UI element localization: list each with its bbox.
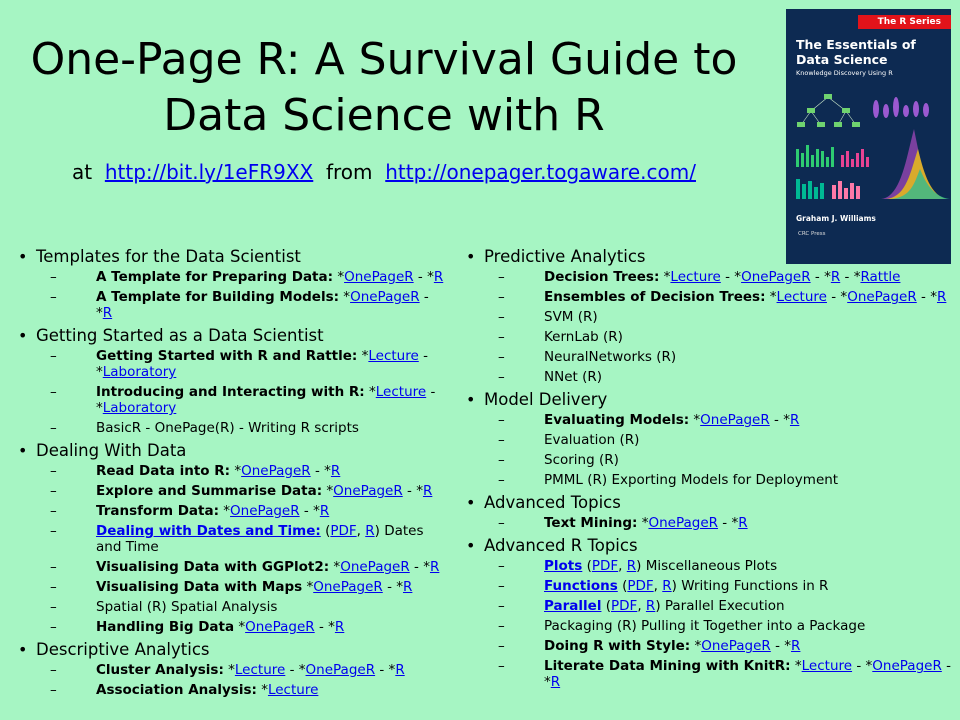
item-text: * <box>765 289 777 305</box>
site-url-link[interactable]: http://onepager.togaware.com/ <box>385 160 696 184</box>
item-text: - * <box>852 658 873 674</box>
item-text: - * <box>770 638 792 654</box>
item-text: * <box>230 463 242 479</box>
item-title: Doing R with Style: <box>544 638 691 654</box>
resource-link[interactable]: Rattle <box>860 269 901 285</box>
resource-link[interactable]: Laboratory <box>102 400 177 416</box>
resource-link[interactable]: PDF <box>330 523 357 539</box>
item-text: ) Dates and Time <box>96 523 424 555</box>
list-item <box>466 638 956 654</box>
item-text: * <box>223 662 235 678</box>
item-text: BasicR - OnePage(R) - Writing R scripts <box>96 420 359 436</box>
item-text: * <box>357 348 369 364</box>
list-item <box>466 598 956 614</box>
resource-link[interactable]: OnePageR <box>340 559 410 575</box>
item-text: * <box>219 503 231 519</box>
item-text: - * <box>720 269 742 285</box>
item-text: PMML (R) Exporting Models for Deployment <box>544 472 839 488</box>
list-item <box>18 289 448 321</box>
topic-link[interactable]: Plots <box>544 558 583 574</box>
item-text: - * <box>409 559 430 575</box>
list-item <box>466 658 956 690</box>
item-text: - * <box>382 579 403 595</box>
dash-bullet: – <box>498 349 505 365</box>
resource-link[interactable]: PDF <box>611 598 638 614</box>
resource-link[interactable]: OnePageR <box>245 619 315 635</box>
item-text: , <box>637 598 646 614</box>
item-title: Cluster Analysis: <box>96 662 224 678</box>
item-text: Packaging (R) Pulling it Together into a Package <box>544 618 866 634</box>
item-title: Explore and Summarise Data: <box>96 483 323 499</box>
item-text: * <box>339 289 351 305</box>
dash-bullet: – <box>50 559 57 575</box>
list-item <box>466 618 956 634</box>
dash-bullet: – <box>50 662 57 678</box>
resource-link[interactable]: R <box>791 638 801 654</box>
resource-link[interactable]: R <box>330 463 341 479</box>
list-item <box>18 682 448 698</box>
title-line-2: Data Science with R <box>163 90 605 141</box>
dash-bullet: – <box>498 289 505 305</box>
resource-link[interactable]: R <box>662 578 672 594</box>
dash-bullet: – <box>50 289 57 305</box>
item-text: - * <box>402 483 423 499</box>
item-title: Association Analysis: <box>96 682 257 698</box>
dash-bullet: – <box>498 412 505 428</box>
item-text: ) Miscellaneous Plots <box>636 558 778 574</box>
topic-link[interactable]: Parallel <box>544 598 602 614</box>
list-item <box>466 289 956 305</box>
section-heading: • Advanced Topics <box>466 492 956 513</box>
item-text: - * <box>810 269 831 285</box>
short-url-link[interactable]: http://bit.ly/1eFR9XX <box>104 160 314 184</box>
item-title: Read Data into R: <box>96 463 231 479</box>
item-text: - * <box>544 658 952 690</box>
item-text: - * <box>769 412 790 428</box>
resource-link[interactable]: OnePageR <box>305 662 376 678</box>
section-heading: • Model Delivery <box>466 389 956 410</box>
dash-bullet: – <box>498 558 505 574</box>
item-text: , <box>356 523 366 539</box>
list-item <box>466 578 956 594</box>
resource-link[interactable]: R <box>550 674 561 690</box>
page-title <box>0 32 768 144</box>
resource-link[interactable]: R <box>429 559 440 575</box>
dash-bullet: – <box>50 599 57 615</box>
item-text: * <box>790 658 802 674</box>
book-series-badge: The R Series <box>858 15 951 29</box>
item-title: Introducing and Interacting with R: <box>96 384 365 400</box>
item-text: ( <box>617 578 628 594</box>
list-item <box>466 412 956 428</box>
resource-link[interactable]: Lecture <box>670 269 721 285</box>
item-title: Visualising Data with Maps <box>96 579 303 595</box>
resource-link[interactable]: Lecture <box>234 662 286 678</box>
item-text: * <box>364 384 376 400</box>
dash-bullet: – <box>50 348 57 364</box>
resource-link[interactable]: Lecture <box>776 289 827 305</box>
right-column <box>466 246 956 694</box>
list-item <box>18 420 448 436</box>
item-text: , <box>653 578 663 594</box>
dash-bullet: – <box>498 618 505 634</box>
source-links <box>0 158 768 186</box>
list-item <box>18 619 448 635</box>
resource-link[interactable]: R <box>626 558 637 574</box>
list-item <box>466 309 956 325</box>
item-text: - * <box>826 289 848 305</box>
dash-bullet: – <box>50 463 57 479</box>
list-item <box>18 463 448 479</box>
item-title: Literate Data Mining with KnitR: <box>544 658 791 674</box>
list-item <box>466 432 956 448</box>
dash-bullet: – <box>498 329 505 345</box>
resource-link[interactable]: OnePageR <box>230 503 300 519</box>
resource-link[interactable]: OnePageR <box>344 269 414 285</box>
resource-link[interactable]: R <box>936 289 947 305</box>
book-cover-image <box>786 9 951 264</box>
resource-link[interactable]: R <box>365 523 375 539</box>
resource-link[interactable]: OnePageR <box>241 463 311 479</box>
resource-link[interactable]: OnePageR <box>350 289 420 305</box>
item-text: * <box>689 412 701 428</box>
item-title: A Template for Preparing Data: <box>96 269 334 285</box>
item-text: Spatial (R) Spatial Analysis <box>96 599 278 615</box>
item-text: KernLab (R) <box>544 329 623 345</box>
section-heading: • Advanced R Topics <box>466 535 956 556</box>
resource-link[interactable]: R <box>403 579 413 595</box>
section-heading: • Templates for the Data Scientist <box>18 246 448 267</box>
item-title: Text Mining: <box>544 515 638 531</box>
dash-bullet: – <box>50 523 57 539</box>
topic-link[interactable]: Dealing with Dates and Time: <box>96 523 321 539</box>
resource-link[interactable]: Laboratory <box>102 364 177 380</box>
item-text: - * <box>96 289 429 321</box>
section-heading: • Getting Started as a Data Scientist <box>18 325 448 346</box>
resource-link[interactable]: R <box>395 662 405 678</box>
topic-link[interactable]: Functions <box>544 578 618 594</box>
list-item <box>18 503 448 519</box>
item-text: * <box>659 269 671 285</box>
item-text: * <box>302 579 314 595</box>
list-item <box>466 452 956 468</box>
section-heading: • Dealing With Data <box>18 440 448 461</box>
item-text: Scoring (R) <box>544 452 619 468</box>
item-text: - * <box>718 515 739 531</box>
dash-bullet: – <box>498 515 505 531</box>
item-title: Ensembles of Decision Trees: <box>544 289 766 305</box>
item-text: - * <box>916 289 937 305</box>
dash-bullet: – <box>50 619 57 635</box>
item-text: - * <box>299 503 320 519</box>
item-text: NNet (R) <box>544 369 603 385</box>
list-item <box>18 384 448 416</box>
book-title: The Essentials of Data Science <box>796 37 916 67</box>
section-heading: • Predictive Analytics <box>466 246 956 267</box>
at-label: at <box>72 160 93 184</box>
dash-bullet: – <box>50 579 57 595</box>
item-text: - * <box>310 463 331 479</box>
list-item <box>18 662 448 678</box>
item-title: Evaluating Models: <box>544 412 690 428</box>
dash-bullet: – <box>498 369 505 385</box>
dash-bullet: – <box>498 578 505 594</box>
resource-link[interactable]: R <box>830 269 841 285</box>
item-title: A Template for Building Models: <box>96 289 340 305</box>
list-item <box>18 348 448 380</box>
list-item <box>466 369 956 385</box>
dash-bullet: – <box>498 598 505 614</box>
resource-link[interactable]: PDF <box>627 578 654 594</box>
item-title: Transform Data: <box>96 503 219 519</box>
resource-link[interactable]: R <box>102 305 113 321</box>
item-title: Visualising Data with GGPlot2: <box>96 559 330 575</box>
list-item <box>466 472 956 488</box>
resource-link[interactable]: R <box>422 483 433 499</box>
item-text: * <box>333 269 345 285</box>
resource-link[interactable]: R <box>645 598 656 614</box>
book-subtitle: Knowledge Discovery Using R <box>796 69 893 77</box>
item-text: ( <box>601 598 612 614</box>
list-item <box>466 558 956 574</box>
book-publisher: CRC Press <box>798 231 826 237</box>
resource-link[interactable]: PDF <box>591 558 619 574</box>
list-item <box>18 579 448 595</box>
dash-bullet: – <box>50 483 57 499</box>
resource-link[interactable]: Lecture <box>267 682 319 698</box>
item-text: - * <box>285 662 306 678</box>
list-item <box>466 269 956 285</box>
list-item <box>466 349 956 365</box>
from-label: from <box>325 160 373 184</box>
resource-link[interactable]: Lecture <box>801 658 853 674</box>
resource-link[interactable]: OnePageR <box>741 269 811 285</box>
resource-link[interactable]: OnePageR <box>872 658 942 674</box>
dash-bullet: – <box>498 309 505 325</box>
item-text: ) Writing Functions in R <box>671 578 829 594</box>
item-text: - * <box>375 662 396 678</box>
dash-bullet: – <box>50 269 57 285</box>
list-item <box>18 523 448 555</box>
item-text: * <box>256 682 268 698</box>
resource-link[interactable]: OnePageR <box>701 638 771 654</box>
list-item <box>466 329 956 345</box>
resource-link[interactable]: R <box>433 269 444 285</box>
dash-bullet: – <box>50 420 57 436</box>
resource-link[interactable]: OnePageR <box>648 515 719 531</box>
resource-link[interactable]: R <box>789 412 800 428</box>
resource-link[interactable]: R <box>319 503 330 519</box>
resource-link[interactable]: R <box>334 619 345 635</box>
item-text: - * <box>413 269 434 285</box>
item-text: ( <box>582 558 592 574</box>
item-text: - * <box>96 384 436 416</box>
book-author: Graham J. Williams <box>796 214 876 223</box>
item-text: ) Parallel Execution <box>655 598 785 614</box>
dash-bullet: – <box>50 682 57 698</box>
item-text: ( <box>320 523 331 539</box>
dash-bullet: – <box>50 384 57 400</box>
resource-link[interactable]: OnePageR <box>313 579 383 595</box>
item-text: SVM (R) <box>544 309 598 325</box>
resource-link[interactable]: Lecture <box>368 348 419 364</box>
resource-link[interactable]: OnePageR <box>700 412 770 428</box>
list-item <box>18 559 448 575</box>
dash-bullet: – <box>498 638 505 654</box>
dash-bullet: – <box>498 658 505 674</box>
dash-bullet: – <box>498 432 505 448</box>
list-item <box>18 483 448 499</box>
resource-link[interactable]: OnePageR <box>847 289 917 305</box>
book-cover-illustration <box>786 89 951 209</box>
item-text: NeuralNetworks (R) <box>544 349 677 365</box>
item-text: * <box>637 515 649 531</box>
item-text: * <box>322 483 334 499</box>
resource-link[interactable]: OnePageR <box>333 483 403 499</box>
list-item <box>18 599 448 615</box>
item-text: - * <box>96 348 428 380</box>
item-text: , <box>618 558 627 574</box>
resource-link[interactable]: R <box>738 515 748 531</box>
list-item <box>466 515 956 531</box>
item-text: * <box>690 638 702 654</box>
title-line-1: One-Page R: A Survival Guide to <box>30 34 738 85</box>
item-title: Decision Trees: <box>544 269 660 285</box>
item-text: * <box>234 619 246 635</box>
dash-bullet: – <box>498 452 505 468</box>
left-column <box>18 246 448 702</box>
dash-bullet: – <box>498 472 505 488</box>
item-text: - * <box>840 269 861 285</box>
item-text: - * <box>314 619 335 635</box>
item-title: Getting Started with R and Rattle: <box>96 348 358 364</box>
dash-bullet: – <box>498 269 505 285</box>
item-text: Evaluation (R) <box>544 432 640 448</box>
list-item <box>18 269 448 285</box>
dash-bullet: – <box>50 503 57 519</box>
resource-link[interactable]: Lecture <box>375 384 427 400</box>
item-title: Handling Big Data <box>96 619 235 635</box>
item-text: * <box>329 559 341 575</box>
section-heading: • Descriptive Analytics <box>18 639 448 660</box>
